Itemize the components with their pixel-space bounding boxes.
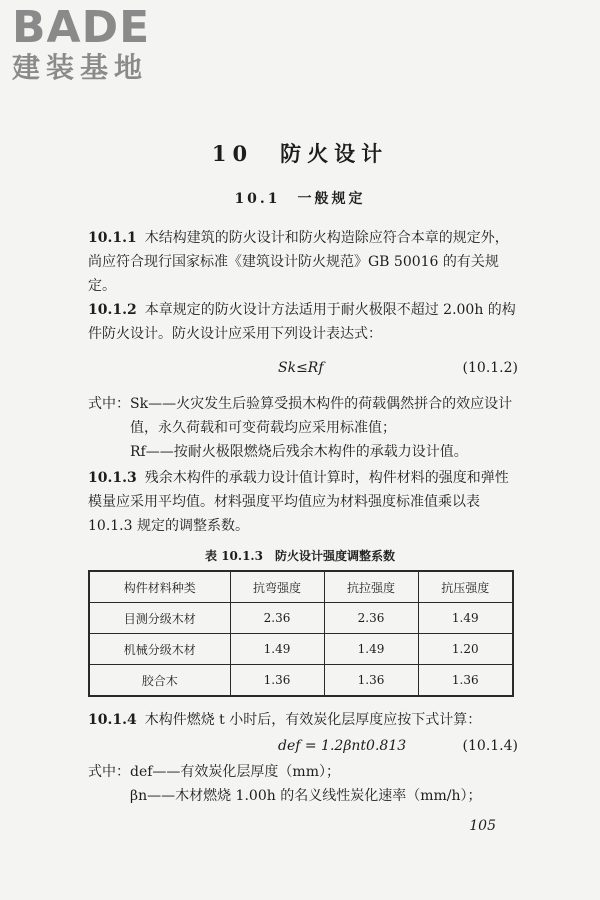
equation-10-1-2: [88, 356, 518, 380]
table-cell: 2.36: [324, 603, 418, 634]
table-cell: 1.36: [230, 665, 324, 697]
table-row: [89, 634, 513, 665]
table-cell: 1.49: [418, 603, 513, 634]
clause-number: 10.1.2: [88, 302, 137, 318]
clause-text: 木构件燃烧 t 小时后，有效炭化层厚度应按下式计算：: [144, 712, 482, 728]
where-item: Rf——按耐火极限燃烧后残余木构件的承载力设计值。: [130, 444, 468, 460]
clause-number: 10.1.4: [88, 712, 137, 728]
table-cell: 1.20: [418, 634, 513, 665]
publisher-logo: [12, 2, 202, 84]
where-item: βn——木材燃烧 1.00h 的名义线性炭化速率（mm/h）；: [130, 788, 482, 804]
table-cell: 机械分级木材: [89, 634, 230, 665]
table-header: 抗拉强度: [324, 571, 418, 603]
clause-10-1-2: [88, 298, 518, 346]
equation-10-1-4-where: [88, 760, 518, 808]
table-cell: 2.36: [230, 603, 324, 634]
clause-10-1-4: [88, 708, 518, 732]
table-cell: 1.49: [230, 634, 324, 665]
page-number: 105: [469, 818, 496, 834]
table-header: 抗压强度: [418, 571, 513, 603]
table-row: [89, 665, 513, 697]
where-item: def——有效炭化层厚度（mm）；: [130, 764, 340, 780]
clause-number: 10.1.3: [88, 470, 137, 486]
where-lead: 式中：: [88, 396, 130, 412]
table-header: 抗弯强度: [230, 571, 324, 603]
equation-10-1-2-where: [88, 392, 518, 464]
logo-brand: BADE: [12, 2, 151, 53]
equation-number: (10.1.4): [462, 738, 518, 754]
section-title: 10.1 一般规定: [234, 191, 366, 207]
clause-text: 木结构建筑的防火设计和防火构造除应符合本章的规定外，尚应符合现行国家标准《建筑设计防火规范》GB 50016 的有关规定。: [88, 230, 509, 294]
logo-tagline: 建装基地: [12, 51, 149, 84]
where-lead: 式中：: [88, 764, 130, 780]
clause-number: 10.1.1: [88, 230, 137, 246]
clause-text: 本章规定的防火设计方法适用于耐火极限不超过 2.00h 的构件防火设计。防火设计应采用下列设计表达式：: [88, 302, 516, 342]
clause-10-1-3: [88, 466, 518, 538]
where-item: Sk——火灾发生后验算受损木构件的荷载偶然拼合的效应设计值，永久荷载和可变荷载均应采用标准值；: [130, 396, 513, 436]
chapter-title: 10 防火设计: [211, 141, 389, 166]
strength-adjustment-table: [88, 570, 514, 697]
clause-text: 残余木构件的承载力设计值计算时，构件材料的强度和弹性模量应采用平均值。材料强度平均值应为材料强度标准值乘以表 10.1.3 规定的调整系数。: [88, 470, 509, 534]
equation-number: (10.1.2): [462, 360, 518, 376]
table-cell: 1.36: [324, 665, 418, 697]
table-header: 构件材料种类: [89, 571, 230, 603]
equation-formula: Sk≤Rf: [278, 360, 324, 376]
clause-10-1-1: [88, 226, 518, 298]
table-cell: 胶合木: [89, 665, 230, 697]
table-cell: 目测分级木材: [89, 603, 230, 634]
table-header-row: [89, 571, 513, 603]
equation-10-1-4: [88, 734, 518, 758]
table-caption: 表 10.1.3 防火设计强度调整系数: [205, 549, 395, 563]
table-cell: 1.36: [418, 665, 513, 697]
table-cell: 1.49: [324, 634, 418, 665]
equation-formula: def = 1.2βnt0.813: [278, 738, 407, 754]
table-row: [89, 603, 513, 634]
